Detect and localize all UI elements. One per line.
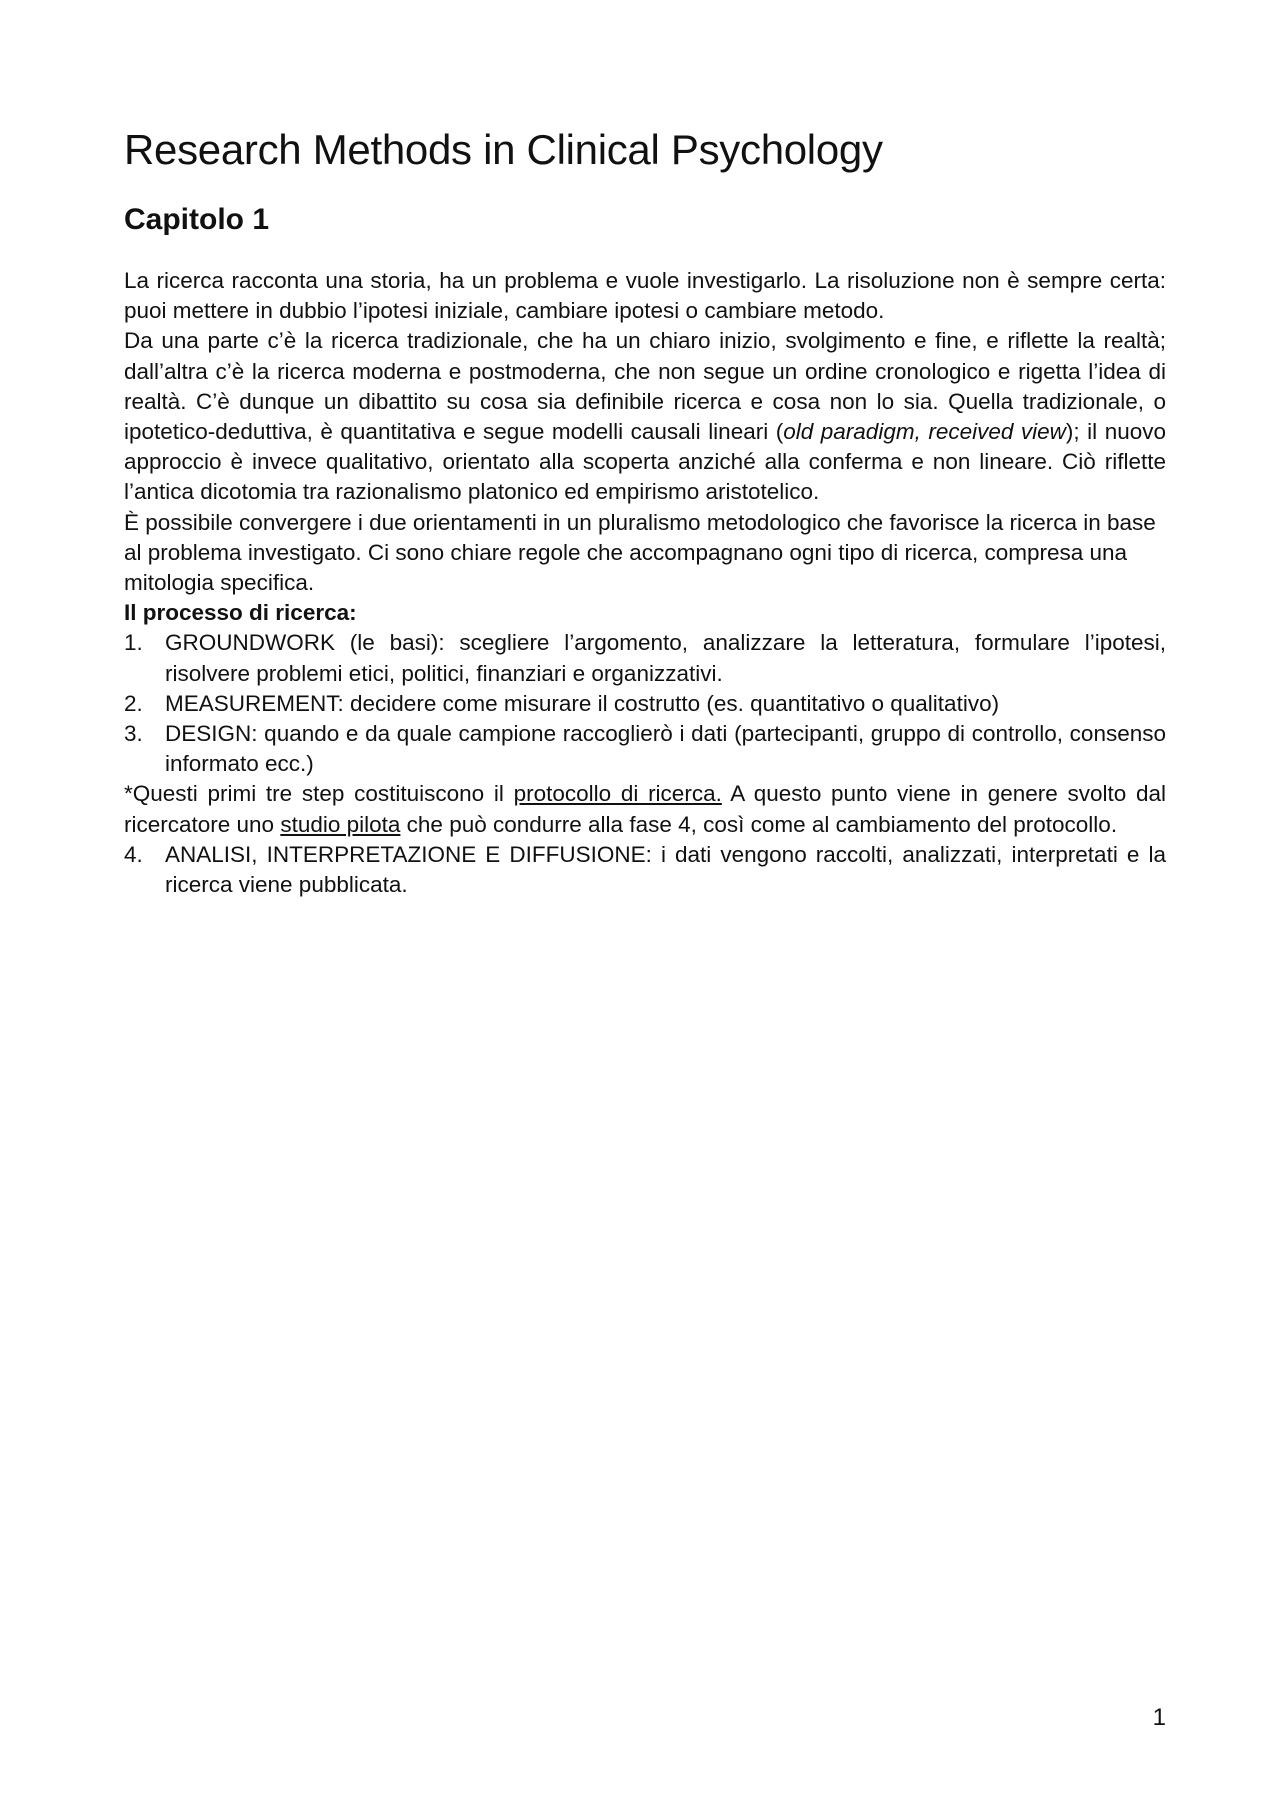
process-steps-list [124,628,1166,779]
document-title: Research Methods in Clinical Psychology [124,126,883,173]
paragraph-pluralism: È possibile convergere i due orientamenti in un pluralismo metodologico che favorisce la ricerca in base al problema investigato. Ci sono chiare regole che accompagnano ogni tipo di ricerca, compresa una mitologia specifica. [124,509,1156,596]
paragraph-text: ); il nuovo approccio è invece qualitativo, orientato alla scoperta anziché alla conferma e non lineare. Ciò riflette l’antica dicotomia tra razionalismo platonico ed empirismo aristotelico. [124,419,1166,505]
protocol-note [124,779,1166,839]
list-item-text: MEASUREMENT: decidere come misurare il costrutto (es. quantitativo o qualitativo) [165,690,1000,716]
list-item-text: DESIGN: quando e da quale campione raccoglierò i dati (partecipanti, gruppo di controllo, consenso informato ecc.) [165,721,1166,777]
list-item [124,719,1166,779]
process-heading: Il processo di ricerca: [124,600,357,626]
list-item-number: 1. [124,630,143,656]
paragraph-traditional-vs-modern [124,326,1166,507]
paragraph-intro: La ricerca racconta una storia, ha un problema e vuole investigarlo. La risoluzione non è sempre certa: puoi mettere in dubbio l’ipotesi iniziale, cambiare ipotesi o cambiare metodo. [124,268,1166,324]
protocol-link: protocollo di ricerca. [513,781,722,807]
list-item [124,689,1166,719]
list-item-text: GROUNDWORK (le basi): scegliere l’argomento, analizzare la letteratura, formulare l’ipotesi, risolvere problemi etici, politici, finanziari e organizzativi. [165,630,1166,686]
list-item-number: 4. [124,841,143,867]
italic-term: old paradigm, received view [783,419,1066,445]
list-item [124,628,1166,688]
note-text: *Questi primi tre step costituiscono il [124,781,514,807]
page-number: 1 [1152,1704,1166,1731]
chapter-heading: Capitolo 1 [124,203,270,236]
note-text: A questo punto viene in genere svolto dal ricercatore uno [124,781,1167,837]
paragraph-text: Da una parte c’è la ricerca tradizionale, che ha un chiaro inizio, svolgimento e fine, e riflette la realtà; dall’altra c’è la ricerca moderna e postmoderna, che non segue un ordine cronologico e rigetta l’idea di realtà. C’è dunque un dibattito su cosa sia definibile ricerca e cosa non lo sia. Quella tradizionale, o ipotetico-deduttiva, è quantitativa e segue modelli causali lineari ( [124,328,1166,445]
list-item-number: 2. [124,690,143,716]
list-item-number: 3. [124,721,143,747]
body-text [124,266,1166,900]
process-steps-list-continued [124,840,1166,900]
list-item [124,840,1166,900]
list-item-text: ANALISI, INTERPRETAZIONE E DIFFUSIONE: i dati vengono raccolti, analizzati, interpretati e la ricerca viene pubblicata. [165,841,1166,898]
pilot-study-link: studio pilota [280,811,401,837]
note-text: che può condurre alla fase 4, così come al cambiamento del protocollo. [400,811,1118,837]
